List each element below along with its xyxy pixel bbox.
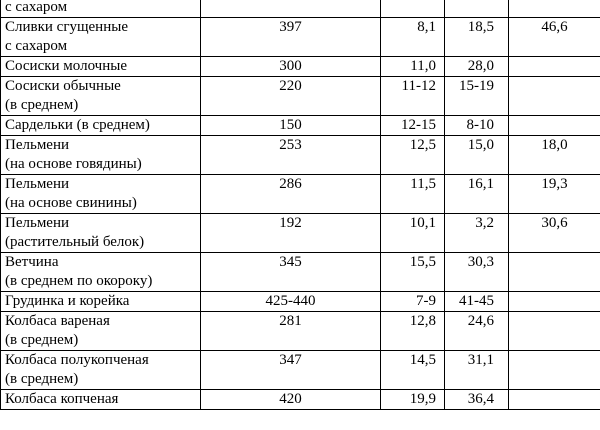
nutrition-table-body [1, 0, 600, 410]
product-name-cell: Сливки сгущенные с сахаром [1, 18, 201, 57]
protein-cell: 14,5 [381, 351, 445, 390]
product-name-cell: с сахаром [1, 0, 201, 18]
protein-cell: 10,1 [381, 214, 445, 253]
kcal-cell: 286 [201, 175, 381, 214]
table-row [1, 351, 600, 390]
fat-cell: 28,0 [445, 57, 509, 77]
kcal-cell: 347 [201, 351, 381, 390]
carbs-cell [509, 390, 600, 410]
carbs-cell [509, 312, 600, 351]
kcal-cell: 397 [201, 18, 381, 57]
product-name-cell: Ветчина (в среднем по окороку) [1, 253, 201, 292]
fat-cell: 18,5 [445, 18, 509, 57]
fat-cell: 30,3 [445, 253, 509, 292]
product-name-cell: Сосиски обычные (в среднем) [1, 77, 201, 116]
fat-cell: 3,2 [445, 214, 509, 253]
table-row [1, 18, 600, 57]
protein-cell: 19,9 [381, 390, 445, 410]
protein-cell: 15,5 [381, 253, 445, 292]
carbs-cell: 18,0 [509, 136, 600, 175]
table-row [1, 57, 600, 77]
protein-cell [381, 0, 445, 18]
carbs-cell [509, 253, 600, 292]
carbs-cell [509, 351, 600, 390]
protein-cell: 7-9 [381, 292, 445, 312]
carbs-cell [509, 77, 600, 116]
carbs-cell [509, 116, 600, 136]
kcal-cell: 420 [201, 390, 381, 410]
protein-cell: 11,0 [381, 57, 445, 77]
table-row [1, 292, 600, 312]
carbs-cell: 19,3 [509, 175, 600, 214]
table-row [1, 390, 600, 410]
fat-cell: 31,1 [445, 351, 509, 390]
protein-cell: 12,5 [381, 136, 445, 175]
carbs-cell: 46,6 [509, 18, 600, 57]
kcal-cell: 281 [201, 312, 381, 351]
protein-cell: 8,1 [381, 18, 445, 57]
kcal-cell [201, 0, 381, 18]
kcal-cell: 253 [201, 136, 381, 175]
product-name-cell: Колбаса вареная (в среднем) [1, 312, 201, 351]
fat-cell: 24,6 [445, 312, 509, 351]
product-name-cell: Пельмени (растительный белок) [1, 214, 201, 253]
kcal-cell: 300 [201, 57, 381, 77]
fat-cell: 8-10 [445, 116, 509, 136]
product-name-cell: Колбаса копченая [1, 390, 201, 410]
carbs-cell [509, 0, 600, 18]
table-row [1, 175, 600, 214]
product-name-cell: Сардельки (в среднем) [1, 116, 201, 136]
table-row [1, 0, 600, 18]
kcal-cell: 150 [201, 116, 381, 136]
kcal-cell: 192 [201, 214, 381, 253]
protein-cell: 12,8 [381, 312, 445, 351]
table-row [1, 253, 600, 292]
protein-cell: 12-15 [381, 116, 445, 136]
table-row [1, 312, 600, 351]
table-row [1, 77, 600, 116]
kcal-cell: 220 [201, 77, 381, 116]
table-row [1, 136, 600, 175]
carbs-cell [509, 57, 600, 77]
kcal-cell: 345 [201, 253, 381, 292]
fat-cell: 36,4 [445, 390, 509, 410]
fat-cell: 15,0 [445, 136, 509, 175]
fat-cell [445, 0, 509, 18]
product-name-cell: Пельмени (на основе свинины) [1, 175, 201, 214]
fat-cell: 41-45 [445, 292, 509, 312]
kcal-cell: 425-440 [201, 292, 381, 312]
product-name-cell: Сосиски молочные [1, 57, 201, 77]
protein-cell: 11,5 [381, 175, 445, 214]
product-name-cell: Колбаса полукопченая (в среднем) [1, 351, 201, 390]
carbs-cell [509, 292, 600, 312]
product-name-cell: Пельмени (на основе говядины) [1, 136, 201, 175]
table-row [1, 214, 600, 253]
protein-cell: 11-12 [381, 77, 445, 116]
table-row [1, 116, 600, 136]
fat-cell: 16,1 [445, 175, 509, 214]
product-name-cell: Грудинка и корейка [1, 292, 201, 312]
fat-cell: 15-19 [445, 77, 509, 116]
carbs-cell: 30,6 [509, 214, 600, 253]
